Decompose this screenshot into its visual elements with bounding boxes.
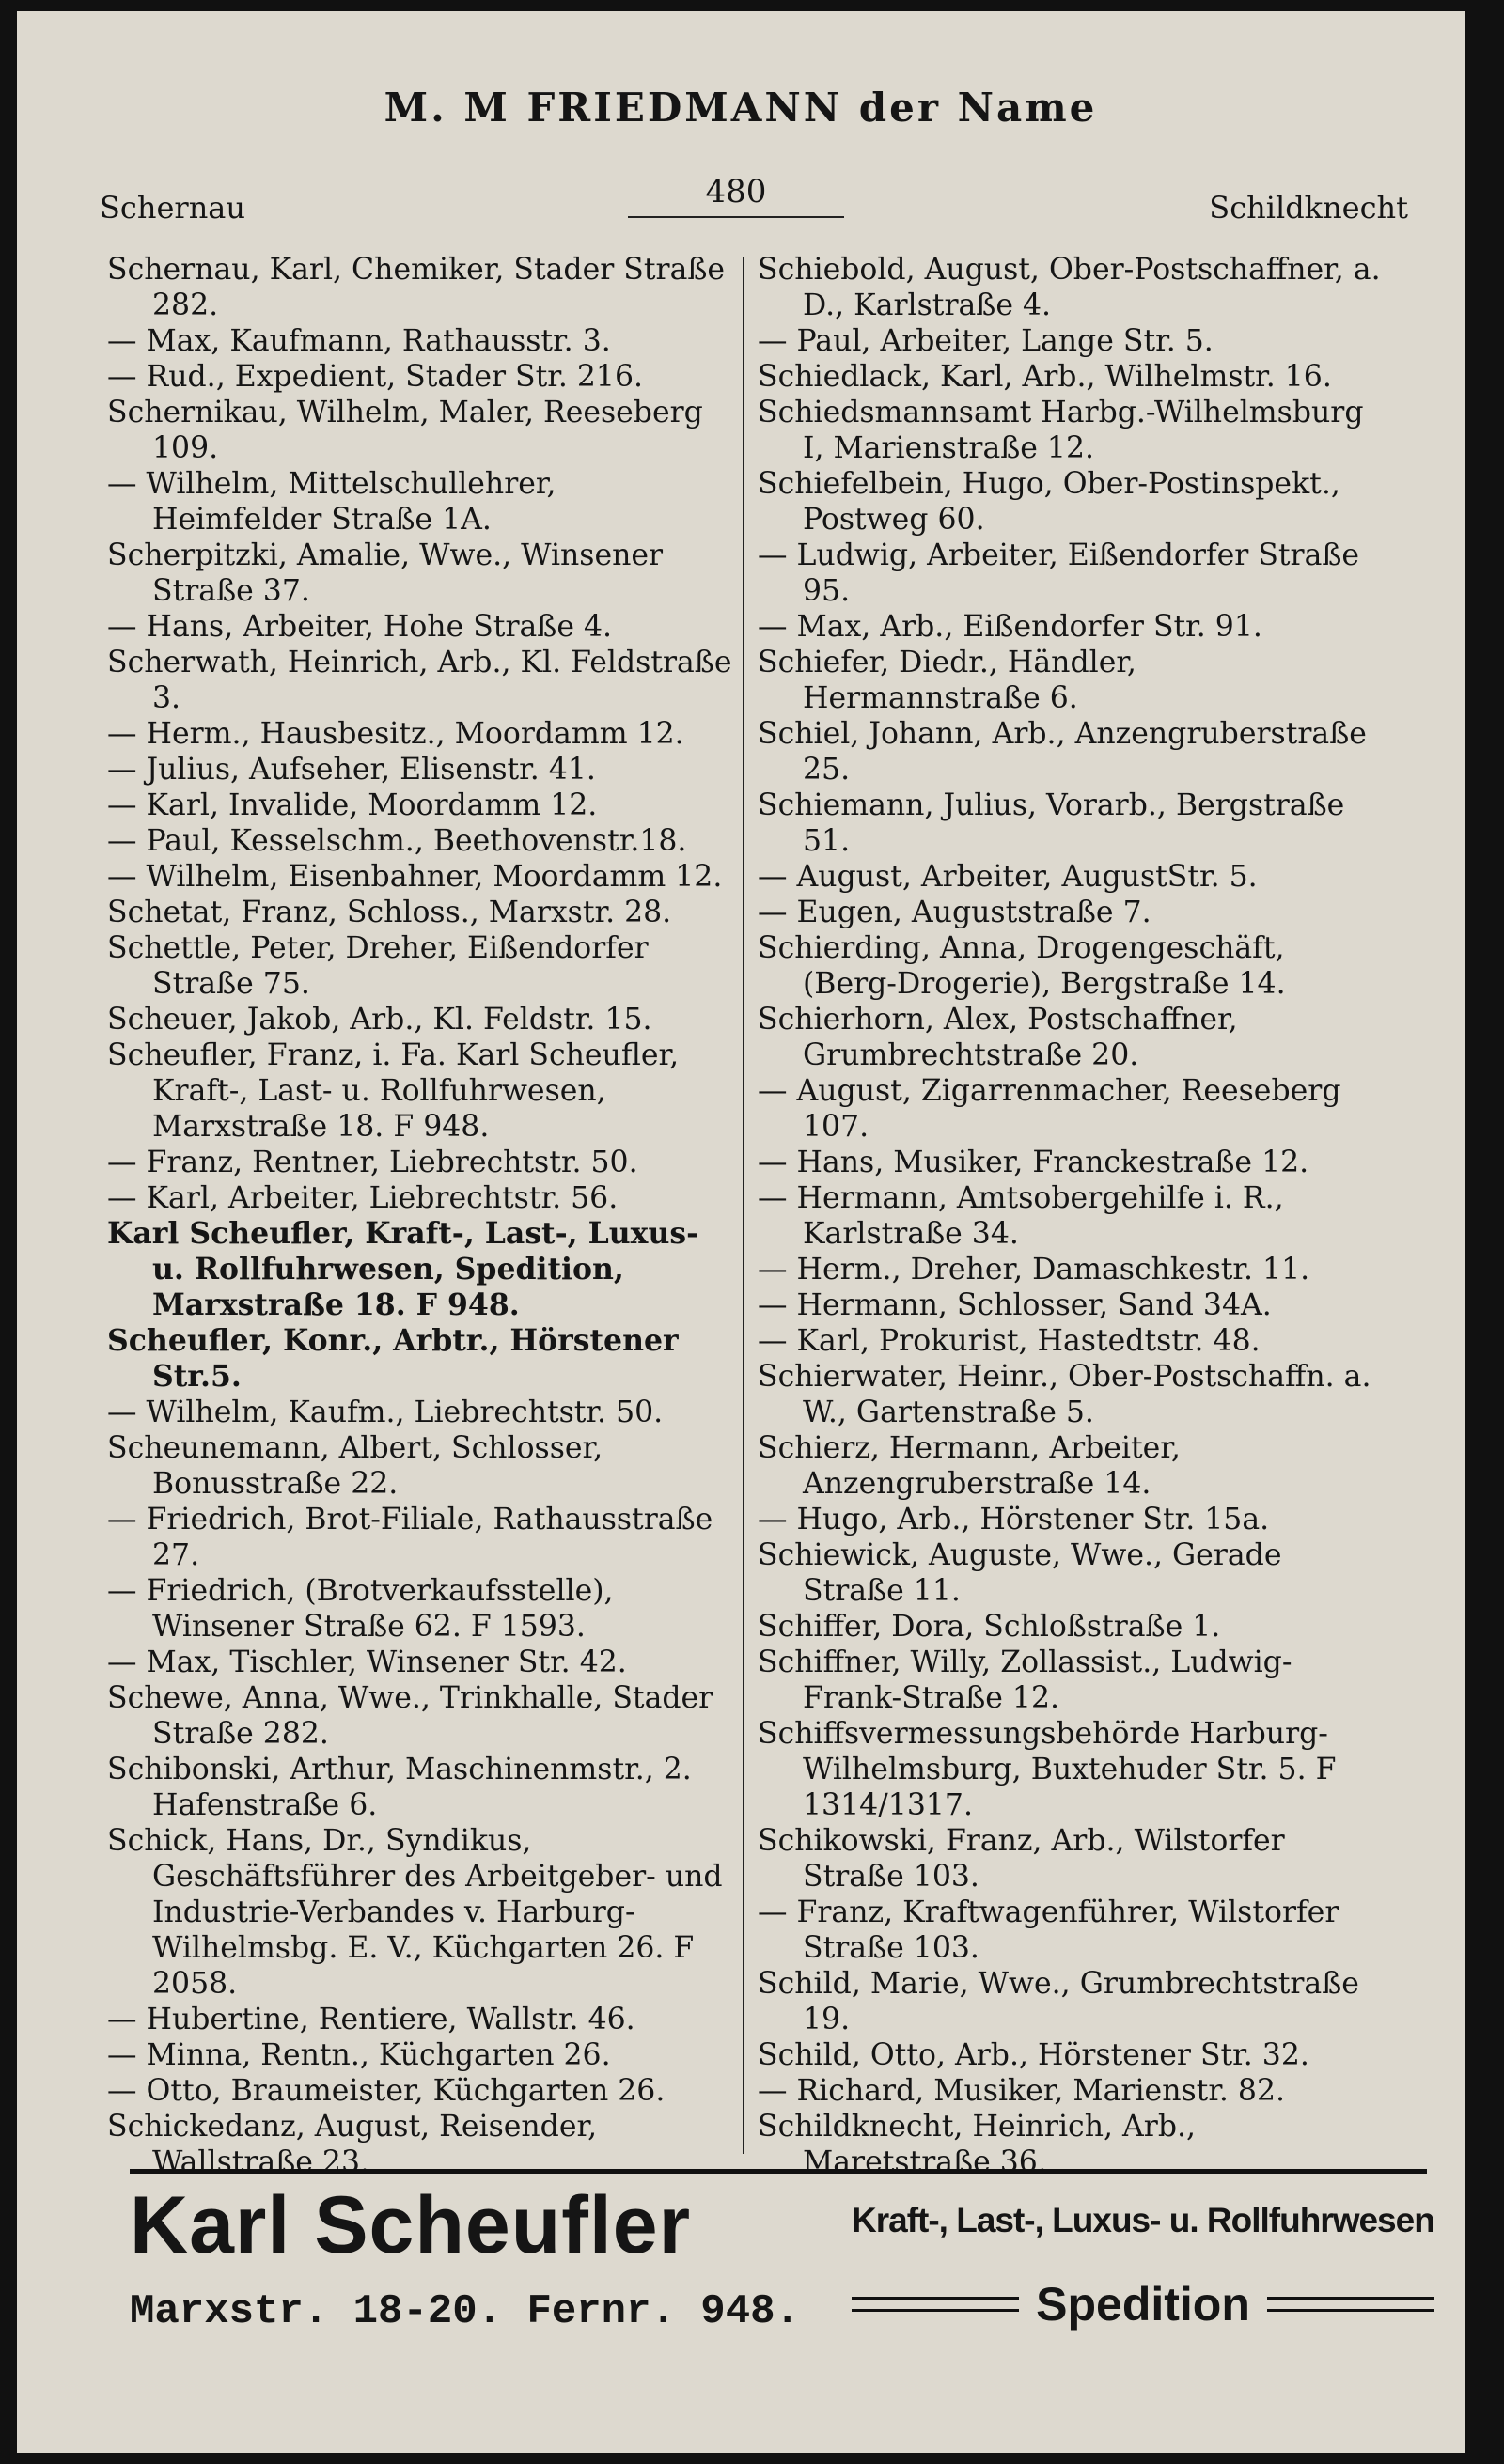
list-item: — Hubertine, Rentiere, Wallstr. 46. (107, 2003, 635, 2036)
list-item: — Hermann, Schlosser, Sand 34A. (758, 1288, 1272, 1322)
list-item: Schiedlack, Karl, Arb., Wilhelmstr. 16. (758, 360, 1332, 394)
directory-page (17, 11, 1465, 2453)
list-item: — Max, Arb., Eißendorfer Str. 91. (758, 610, 1262, 644)
list-item: — Hans, Arbeiter, Hohe Straße 4. (107, 610, 613, 644)
list-item: — Hans, Musiker, Franckestraße 12. (758, 1146, 1309, 1179)
advertisement-spedition (852, 2276, 1434, 2332)
list-item: Schiefelbein, Hugo, Ober-Postinspekt., Postweg 60. (758, 467, 1340, 537)
list-item: — Herm., Hausbesitz., Moordamm 12. (107, 717, 684, 751)
list-item: — Julius, Aufseher, Elisenstr. 41. (107, 753, 596, 787)
list-item: — Otto, Braumeister, Küchgarten 26. (107, 2074, 666, 2108)
list-item: — Rud., Expedient, Stader Str. 216. (107, 360, 644, 394)
list-item: Scheuer, Jakob, Arb., Kl. Feldstr. 15. (107, 1003, 652, 1037)
list-item: — Paul, Kesselschm., Beethovenstr.18. (107, 824, 687, 858)
list-item: Schierding, Anna, Drogengeschäft, (Berg-Drogerie), Bergstraße 14. (758, 931, 1286, 1001)
list-item: Scheufler, Franz, i. Fa. Karl Scheufler, Kraft-, Last- u. Rollfuhrwesen, Marxstraße 18. F 948. (107, 1038, 680, 1144)
running-head-right: Schildknecht (1209, 190, 1408, 226)
list-item: Schick, Hans, Dr., Syndikus, Geschäftsführer des Arbeitgeber- und Industrie-Verbandes v. Harburg-Wilhelmsbg. E. V., Küchgarten 26. F 2058. (107, 1824, 723, 2001)
list-item: Schild, Marie, Wwe., Grumbrechtstraße 19. (758, 1967, 1359, 2036)
list-item: Schernau, Karl, Chemiker, Stader Straße 282. (107, 253, 726, 322)
list-item: — Karl, Prokurist, Hastedtstr. 48. (758, 1324, 1261, 1358)
list-item: — Max, Kaufmann, Rathausstr. 3. (107, 324, 611, 358)
advertisement-services: Kraft-, Last-, Luxus- u. Rollfuhrwesen (852, 2201, 1434, 2239)
list-item: Schiel, Johann, Arb., Anzengruberstraße 25. (758, 717, 1367, 787)
list-item: — Karl, Arbeiter, Liebrechtstr. 56. (107, 1181, 619, 1215)
list-item: Schiemann, Julius, Vorarb., Bergstraße 51. (758, 788, 1345, 858)
list-item: — Ludwig, Arbeiter, Eißendorfer Straße 95. (758, 538, 1360, 608)
list-item: Schild, Otto, Arb., Hörstener Str. 32. (758, 2038, 1309, 2072)
list-item: Schetat, Franz, Schloss., Marxstr. 28. (107, 896, 672, 929)
list-item: — Eugen, Auguststraße 7. (758, 896, 1152, 929)
list-item: Schewe, Anna, Wwe., Trinkhalle, Stader Straße 282. (107, 1681, 713, 1751)
list-item: — August, Zigarrenmacher, Reeseberg 107. (758, 1074, 1341, 1144)
list-item: — Wilhelm, Mittelschullehrer, Heimfelder Straße 1A. (107, 467, 556, 537)
spedition-label: Spedition (1036, 2278, 1250, 2331)
list-item: — Hugo, Arb., Hörstener Str. 15a. (758, 1503, 1270, 1536)
list-item: Scherpitzki, Amalie, Wwe., Winsener Straße 37. (107, 538, 664, 608)
list-item: — Max, Tischler, Winsener Str. 42. (107, 1645, 627, 1679)
list-item: Schierhorn, Alex, Postschaffner, Grumbrechtstraße 20. (758, 1003, 1238, 1072)
list-item: — Wilhelm, Eisenbahner, Moordamm 12. (107, 860, 723, 894)
list-item: Schiefer, Diedr., Händler, Hermannstraße 6. (758, 646, 1136, 715)
advertisement-address: Marxstr. 18-20. Fernr. 948. (130, 2288, 800, 2335)
list-item: — Franz, Rentner, Liebrechtstr. 50. (107, 1146, 638, 1179)
page-number: 480 (705, 173, 767, 211)
list-item: Schettle, Peter, Dreher, Eißendorfer Straße 75. (107, 931, 649, 1001)
list-item: Scheufler, Konr., Arbtr., Hörstener Str.5. (107, 1323, 679, 1394)
list-item: — Friedrich, (Brotverkaufsstelle), Winsener Straße 62. F 1593. (107, 1574, 614, 1644)
list-item: — Paul, Arbeiter, Lange Str. 5. (758, 324, 1214, 358)
double-rule-right (1267, 2297, 1434, 2312)
list-item: Schernikau, Wilhelm, Maler, Reeseberg 109. (107, 396, 703, 465)
list-item: — August, Arbeiter, AugustStr. 5. (758, 860, 1258, 894)
page-title: M. M FRIEDMANN der Name (384, 85, 1098, 131)
double-rule-left (852, 2297, 1019, 2312)
list-item: Schiebold, August, Ober-Postschaffner, a. D., Karlstraße 4. (758, 253, 1381, 322)
list-item: — Friedrich, Brot-Filiale, Rathausstraße 27. (107, 1503, 713, 1572)
list-item: Schikowski, Franz, Arb., Wilstorfer Straße 103. (758, 1824, 1285, 1894)
list-item: Schickedanz, August, Reisender, Wallstraße 23. (107, 2110, 598, 2179)
left-column (107, 252, 732, 2180)
header-rule (628, 216, 844, 218)
list-item: Schierwater, Heinr., Ober-Postschaffn. a. W., Gartenstraße 5. (758, 1360, 1371, 1429)
list-item: Karl Scheufler, Kraft-, Last-, Luxus- u. Rollfuhrwesen, Spedition, Marxstraße 18. F 948. (107, 1216, 699, 1322)
list-item: — Wilhelm, Kaufm., Liebrechtstr. 50. (107, 1396, 664, 1429)
list-item: Schiffer, Dora, Schloßstraße 1. (758, 1610, 1221, 1644)
list-item: Schiffsvermessungsbehörde Harburg-Wilhelmsburg, Buxtehuder Str. 5. F 1314/1317. (758, 1717, 1337, 1822)
list-item: — Karl, Invalide, Moordamm 12. (107, 788, 598, 822)
list-item: — Hermann, Amtsobergehilfe i. R., Karlstraße 34. (758, 1181, 1284, 1251)
list-item: Scheunemann, Albert, Schlosser, Bonusstraße 22. (107, 1431, 603, 1501)
list-item: — Franz, Kraftwagenführer, Wilstorfer Straße 103. (758, 1895, 1340, 1965)
list-item: Schiewick, Auguste, Wwe., Gerade Straße 11. (758, 1538, 1282, 1608)
column-divider (743, 257, 744, 2154)
right-column (758, 252, 1383, 2180)
list-item: Schibonski, Arthur, Maschinenmstr., 2. Hafenstraße 6. (107, 1753, 692, 1822)
list-item: Schildknecht, Heinrich, Arb., Maretstraße 36. (758, 2110, 1197, 2179)
list-item: Scherwath, Heinrich, Arb., Kl. Feldstraße 3. (107, 646, 732, 715)
list-item: — Richard, Musiker, Marienstr. 82. (758, 2074, 1286, 2108)
list-item: — Minna, Rentn., Küchgarten 26. (107, 2038, 611, 2072)
running-head-left: Schernau (100, 190, 245, 226)
list-item: — Herm., Dreher, Damaschkestr. 11. (758, 1253, 1310, 1287)
advertisement-name: Karl Scheufler (130, 2180, 692, 2270)
list-item: Schiedsmannsamt Harbg.-Wilhelmsburg I, Marienstraße 12. (758, 396, 1364, 465)
list-item: Schierz, Hermann, Arbeiter, Anzengruberstraße 14. (758, 1431, 1181, 1501)
advertisement-rule (130, 2169, 1427, 2174)
list-item: Schiffner, Willy, Zollassist., Ludwig-Frank-Straße 12. (758, 1645, 1292, 1715)
